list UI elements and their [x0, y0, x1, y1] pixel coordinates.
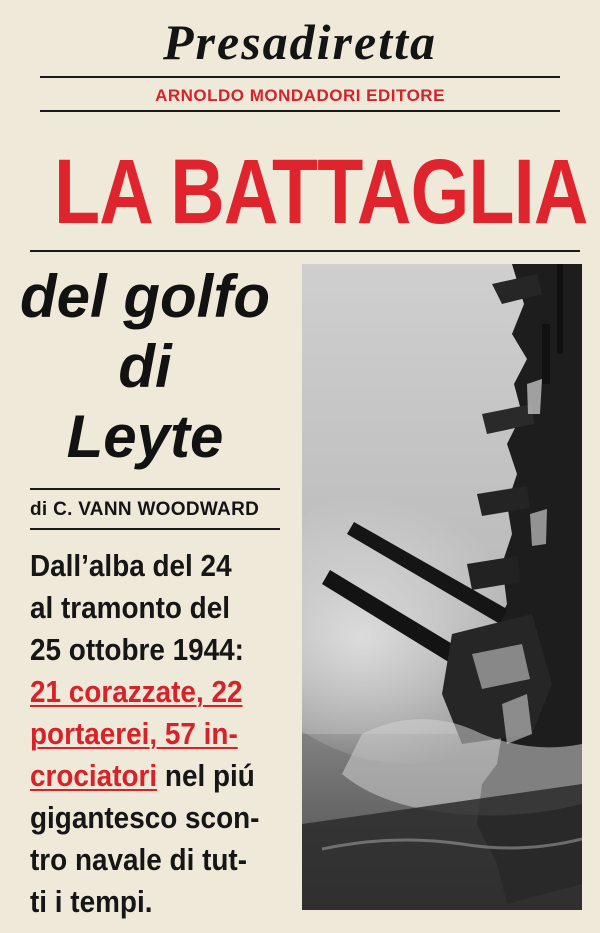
- author-rule-bottom: [30, 528, 280, 530]
- blurb-line: [30, 755, 266, 797]
- blurb-text: [30, 545, 266, 923]
- publisher-name: ARNOLDO MONDADORI EDITORE: [155, 86, 445, 105]
- blurb-line-highlight: portaerei, 57 in-: [30, 716, 238, 751]
- blurb-line: ti i tempi.: [30, 884, 153, 919]
- subtitle-line: di: [118, 333, 172, 400]
- main-title: LA BATTAGLIA: [54, 141, 588, 243]
- battleship-illustration: [302, 264, 582, 910]
- author-line: di C. VANN WOODWARD: [30, 499, 260, 520]
- battleship-photo: [302, 264, 582, 910]
- subtitle-line: Leyte: [66, 403, 224, 470]
- blurb-line: Dall’alba del 24: [30, 548, 232, 583]
- blurb-line-highlight: 21 corazzate, 22: [30, 674, 243, 709]
- top-rule: [40, 76, 560, 78]
- blurb-line: al tramonto del: [30, 590, 230, 625]
- blurb-line: gigantesco scon-: [30, 800, 260, 835]
- publisher-rule: [40, 110, 560, 112]
- subtitle: [0, 262, 290, 472]
- series-title: Presadiretta: [163, 14, 437, 70]
- blurb-highlight-word: crociatori: [30, 758, 158, 793]
- blurb-line: tro navale di tut-: [30, 842, 248, 877]
- subtitle-line: del golfo: [20, 263, 270, 330]
- title-rule: [30, 250, 580, 252]
- blurb-line: 25 ottobre 1944:: [30, 632, 244, 667]
- author-rule-top: [30, 488, 280, 490]
- blurb-line-rest: nel piú: [157, 758, 255, 793]
